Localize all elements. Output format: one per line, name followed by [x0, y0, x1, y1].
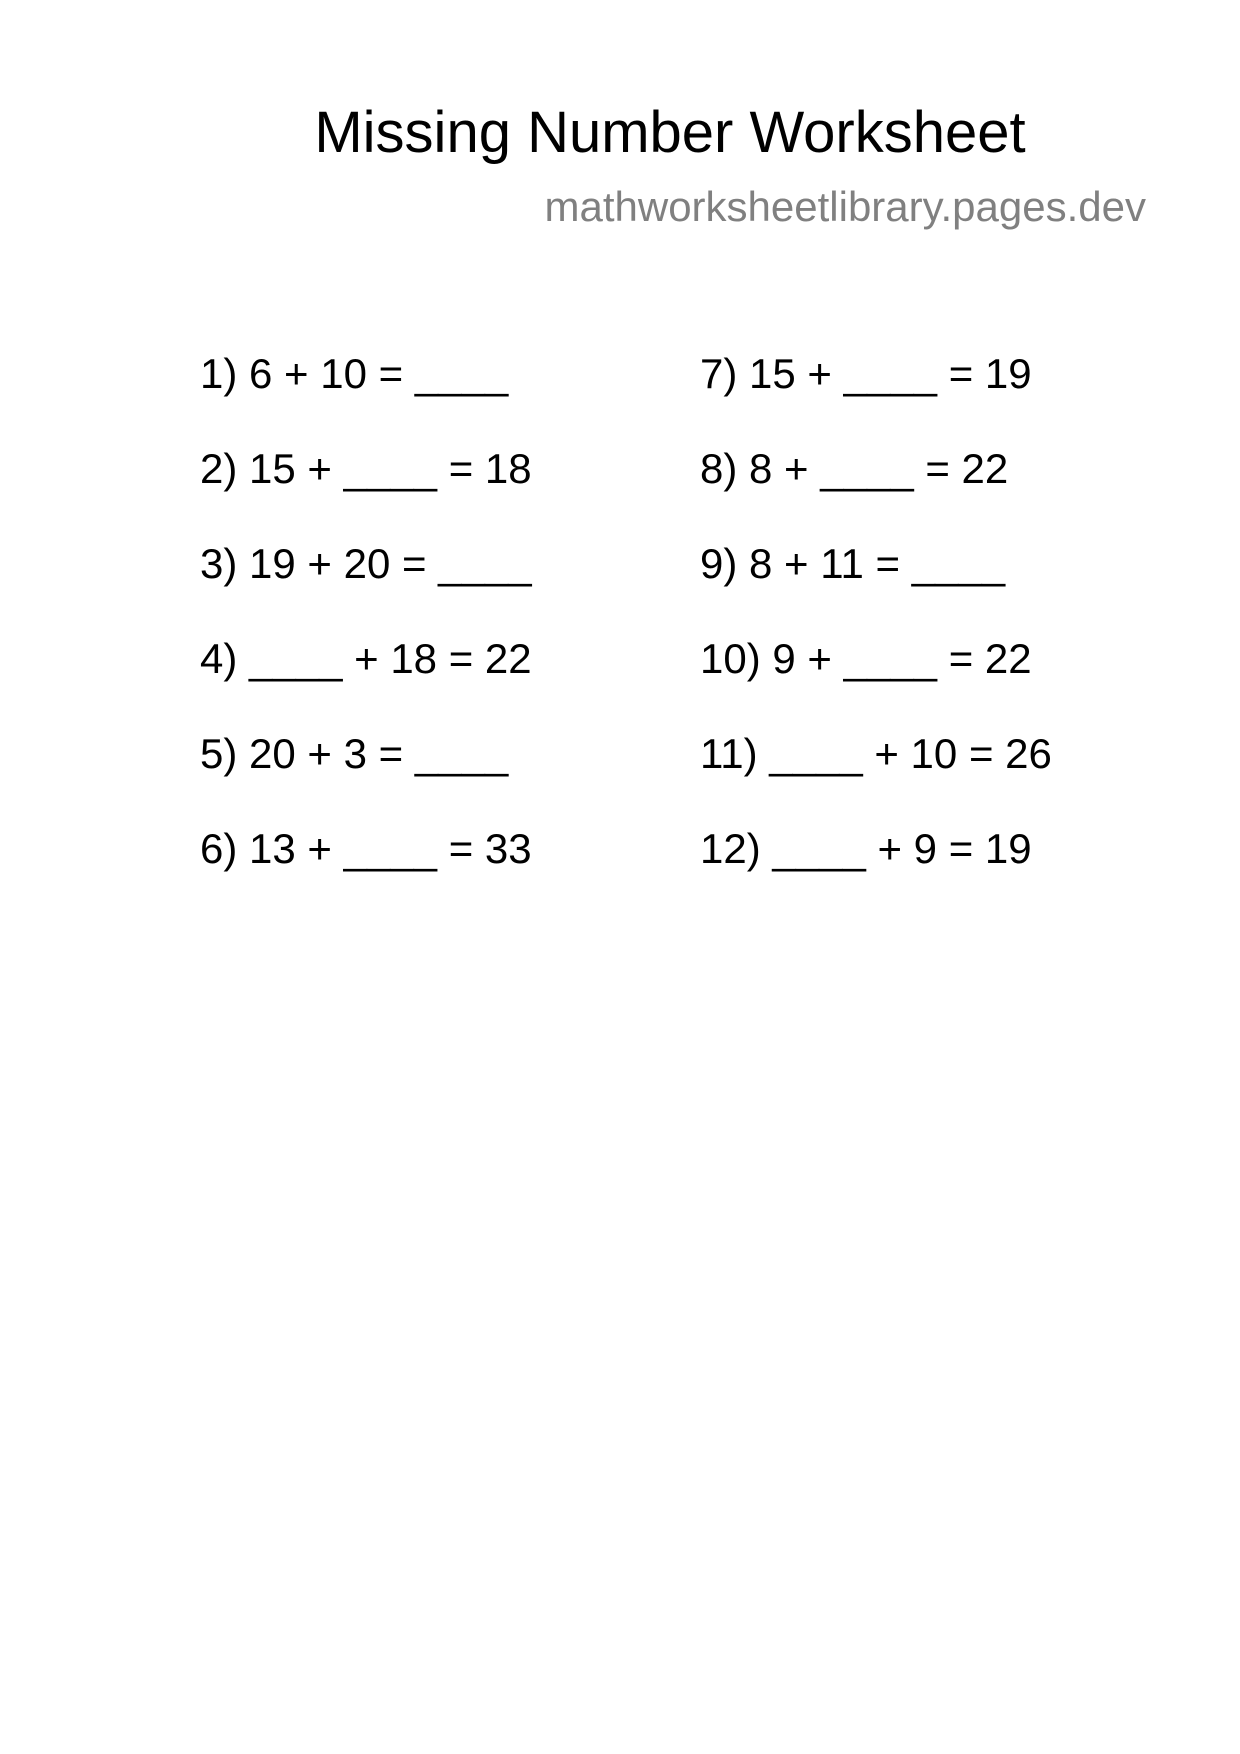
problem-2: 2) 15 + ____ = 18	[200, 445, 532, 492]
problem-7: 7) 15 + ____ = 19	[700, 350, 1032, 397]
problem-11: 11) ____ + 10 = 26	[700, 730, 1052, 777]
site-url: mathworksheetlibrary.pages.dev	[544, 183, 1146, 230]
problem-8: 8) 8 + ____ = 22	[700, 445, 1009, 492]
problem-3: 3) 19 + 20 = ____	[200, 540, 532, 587]
problem-1: 1) 6 + 10 = ____	[200, 350, 509, 397]
problem-12: 12) ____ + 9 = 19	[700, 825, 1032, 872]
problem-9: 9) 8 + 11 = ____	[700, 540, 1006, 587]
problem-10: 10) 9 + ____ = 22	[700, 635, 1032, 682]
problem-6: 6) 13 + ____ = 33	[200, 825, 532, 872]
problem-4: 4) ____ + 18 = 22	[200, 635, 532, 682]
problem-5: 5) 20 + 3 = ____	[200, 730, 509, 777]
page-title: Missing Number Worksheet	[314, 100, 1026, 165]
